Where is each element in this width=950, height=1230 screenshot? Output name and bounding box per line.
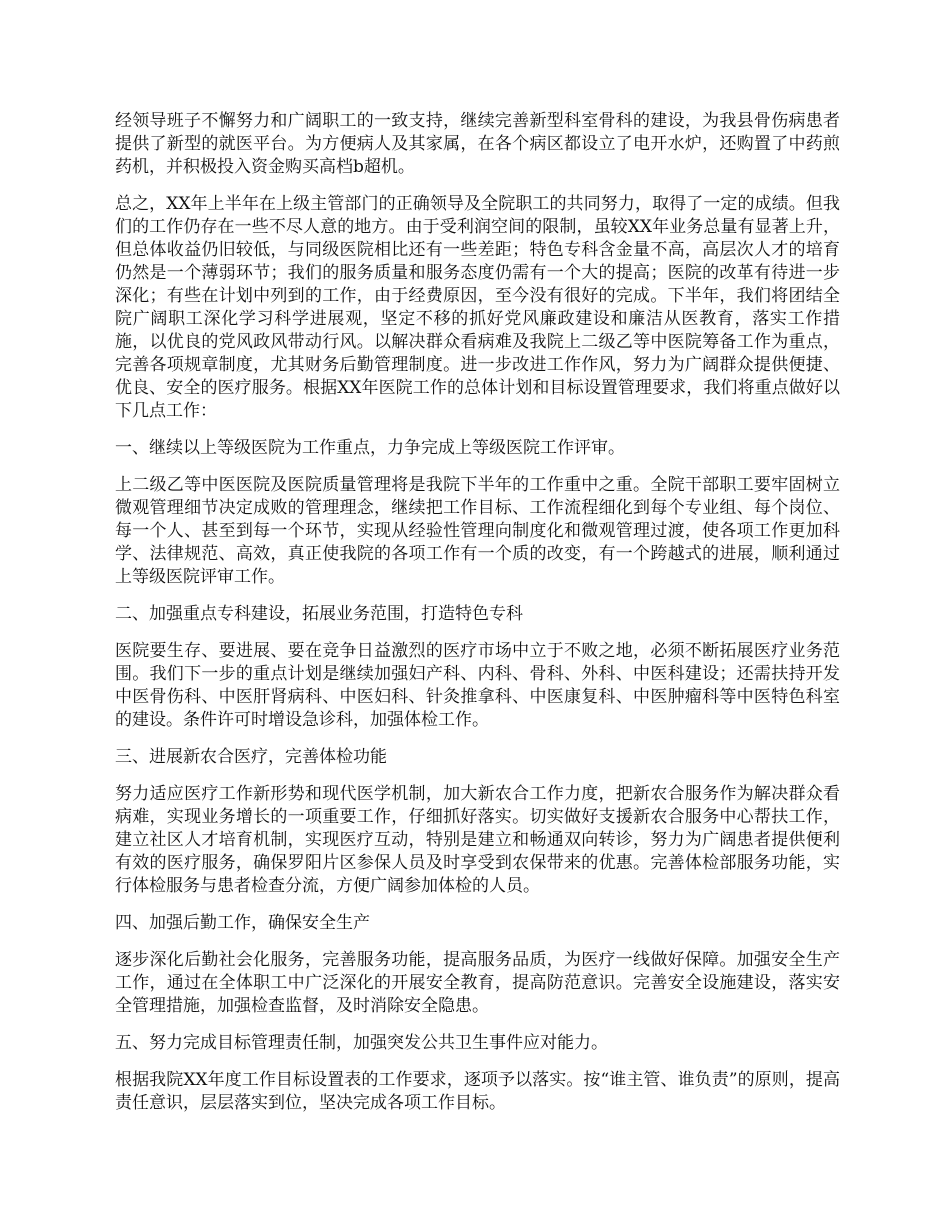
heading-item-3: 三、进展新农合医疗，完善体检功能: [115, 747, 387, 767]
heading-item-5: 五、努力完成目标管理责任制，加强突发公共卫生事件应对能力。: [115, 1033, 608, 1053]
paragraph-item-5: 根据我院XX年度工作目标设置表的工作要求，逐项予以落实。按“谁主管、谁负责”的原则，提高责任意识，层层落实到位，坚决完成各项工作目标。: [115, 1070, 840, 1113]
document-page: [115, 110, 840, 1129]
paragraph-item-3: 努力适应医疗工作新形势和现代医学机制，加大新农合工作力度，把新农合服务作为解决群众看病难，实现业务增长的一项重要工作，仔细抓好落实。切实做好支援新农合服务中心帮扶工作，建立社区人才培育机制，实现医疗互动，特别是建立和畅通双向转诊，努力为广阔患者提供便利有效的医疗服务，确保罗阳片区参保人员及时享受到农保带来的优惠。完善体检部服务功能，实行体检服务与患者检查分流，方便广阔参加体检的人员。: [115, 784, 840, 896]
heading-item-1: 一、继续以上等级医院为工作重点，力争完成上等级医院工作评审。: [115, 438, 625, 458]
paragraph-item-1: 上二级乙等中医医院及医院质量管理将是我院下半年的工作重中之重。全院干部职工要牢固树立微观管理细节决定成败的管理理念，继续把工作目标、工作流程细化到每个专业组、每个岗位、每一个人、甚至到每一个环节，实现从经验性管理向制度化和微观管理过渡，使各项工作更加科学、法律规范、高效，真正使我院的各项工作有一个质的改变，有一个跨越式的进展，顺利通过上等级医院评审工作。: [115, 475, 840, 587]
paragraph-summary: 总之，XX年上半年在上级主管部门的正确领导及全院职工的共同努力，取得了一定的成绩。但我们的工作仍存在一些不尽人意的地方。由于受利润空间的限制，虽较XX年业务总量有显著上升，但总体收益仍旧较低，与同级医院相比还有一些差距；特色专科含金量不高，高层次人才的培育仍然是一个薄弱环节；我们的服务质量和服务态度仍需有一个大的提高；医院的改革有待进一步深化；有些在计划中列到的工作，由于经费原因，至今没有很好的完成。下半年，我们将团结全院广阔职工深化学习科学进展观，坚定不移的抓好党风廉政建设和廉洁从医教育，落实工作措施，以优良的党风政风带动行风。以解决群众看病难及我院上二级乙等中医院筹备工作为重点，完善各项规章制度，尤其财务后勤管理制度。进一步改进工作作风，努力为广阔群众提供便捷、优良、安全的医疗服务。根据XX年医院工作的总体计划和目标设置管理要求，我们将重点做好以下几点工作：: [115, 194, 840, 421]
paragraph-item-4: 逐步深化后勤社会化服务，完善服务功能，提高服务品质，为医疗一线做好保障。加强安全生产工作，通过在全体职工中广泛深化的开展安全教育，提高防范意识。完善安全设施建设，落实安全管理措施，加强检查监督，及时消除安全隐患。: [115, 950, 840, 1016]
paragraph-intro-continuation: 经领导班子不懈努力和广阔职工的一致支持，继续完善新型科室骨科的建设，为我县骨伤病患者提供了新型的就医平台。为方便病人及其家属，在各个病区都设立了电开水炉，还购置了中药煎药机，并积极投入资金购买高档b超机。: [115, 111, 840, 177]
heading-item-2: 二、加强重点专科建设，拓展业务范围，打造特色专科: [115, 604, 523, 624]
paragraph-item-2: 医院要生存、要进展、要在竞争日益激烈的医疗市场中立于不败之地，必须不断拓展医疗业务范围。我们下一步的重点计划是继续加强妇产科、内科、骨科、外科、中医科建设；还需扶持开发中医骨伤科、中医肝肾病科、中医妇科、针灸推拿科、中医康复科、中医肿瘤科等中医特色科室的建设。条件许可时增设急诊科，加强体检工作。: [115, 641, 840, 730]
heading-item-4: 四、加强后勤工作，确保安全生产: [115, 913, 370, 933]
